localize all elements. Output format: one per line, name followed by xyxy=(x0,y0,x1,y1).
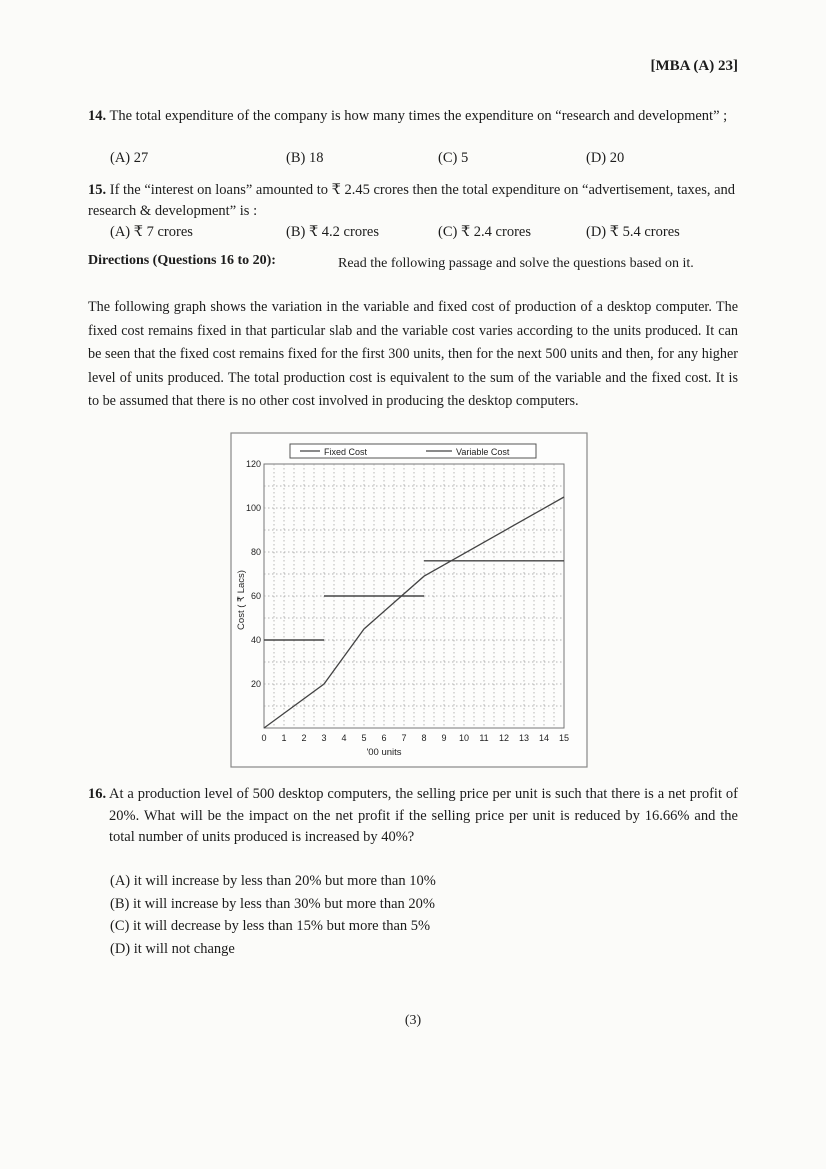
x-tick-label: 4 xyxy=(341,733,347,743)
question-14 xyxy=(88,106,738,127)
question-text: The total expenditure of the company is how many times the expenditure on “research and development” ; xyxy=(109,108,728,124)
x-tick-label: 3 xyxy=(321,733,327,743)
question-number: 14. xyxy=(88,108,107,124)
option-a: (A) 27 xyxy=(110,150,149,166)
option-a: (A) ₹ 7 crores xyxy=(110,224,193,240)
page-number: (3) xyxy=(404,1013,422,1028)
question-16-options xyxy=(110,870,436,960)
y-tick-label: 40 xyxy=(250,635,261,645)
x-tick-label: 0 xyxy=(261,733,267,743)
y-tick-label: 80 xyxy=(250,547,261,557)
option-a: (A) it will increase by less than 20% but more than 10% xyxy=(110,873,436,889)
x-tick-label: 10 xyxy=(458,733,470,743)
x-tick-label: 15 xyxy=(558,733,570,743)
option-b: (B) 18 xyxy=(286,150,324,166)
x-tick-label: 14 xyxy=(538,733,550,743)
y-tick-label: 100 xyxy=(245,503,261,513)
legend-label-fixed: Fixed Cost xyxy=(324,447,368,457)
chart-legend xyxy=(290,444,536,458)
option-b: (B) it will increase by less than 30% but more than 20% xyxy=(110,895,435,912)
x-tick-label: 11 xyxy=(479,733,489,743)
y-tick-label: 120 xyxy=(245,459,261,469)
directions-label: Directions (Questions 16 to 20): xyxy=(88,253,276,268)
x-tick-label: 5 xyxy=(361,733,367,743)
question-number: 15. xyxy=(88,182,107,198)
x-tick-label: 2 xyxy=(301,733,307,743)
question-15 xyxy=(88,180,738,222)
option-d: (D) 20 xyxy=(586,150,625,166)
option-d: (D) ₹ 5.4 crores xyxy=(586,224,680,240)
y-tick-label: 20 xyxy=(250,679,261,689)
question-14-options xyxy=(110,150,730,170)
paper-code: [MBA (A) 23] xyxy=(650,58,738,74)
cost-chart-svg xyxy=(230,432,588,768)
x-tick-label: 1 xyxy=(281,733,287,743)
question-text: If the “interest on loans” amounted to ₹ 2.45 crores then the total expenditure on “advertisement, taxes, and research & development” is : xyxy=(88,182,736,219)
question-16 xyxy=(88,784,738,849)
x-tick-label: 9 xyxy=(441,733,447,743)
y-axis-label: Cost ( ₹ Lacs) xyxy=(236,570,247,630)
legend-label-variable: Variable Cost xyxy=(456,447,510,457)
option-b: (B) ₹ 4.2 crores xyxy=(286,224,379,240)
option-d: (D) it will not change xyxy=(110,940,235,957)
x-tick-label: 13 xyxy=(518,733,530,743)
passage: The following graph shows the variation in the variable and fixed cost of production of a desktop computer. The fixed cost remains fixed in that particular slab and the variable cost varies according to the units produced. It can be seen that the fixed cost remains fixed for the first 300 units, then for the next 500 units and then, for any higher level of units produced. The total production cost is equivalent to the sum of the variable and the fixed cost. It is to be assumed that there is no other cost involved in producing the desktop computers. xyxy=(88,299,738,409)
x-tick-label: 6 xyxy=(381,733,387,743)
directions-text: Read the following passage and solve the questions based on it. xyxy=(338,256,694,271)
question-text: At a production level of 500 desktop computers, the selling price per unit is such that there is a net profit of 20%. What will be the impact on the net profit if the selling price per unit is reduced by 16.66% and the total number of units produced is increased by 40%? xyxy=(109,786,738,845)
question-number: 16. xyxy=(88,786,107,802)
option-c: (C) 5 xyxy=(438,150,469,166)
chart-frame xyxy=(231,433,587,767)
x-axis-label: '00 units xyxy=(366,747,402,758)
y-tick-label: 60 xyxy=(250,591,261,601)
x-tick-label: 7 xyxy=(401,733,407,743)
question-15-options xyxy=(110,224,730,244)
option-c: (C) ₹ 2.4 crores xyxy=(438,224,531,240)
x-tick-label: 12 xyxy=(498,733,510,743)
x-tick-label: 8 xyxy=(421,733,427,743)
option-c: (C) it will decrease by less than 15% but more than 5% xyxy=(110,918,431,934)
cost-chart xyxy=(230,432,588,768)
